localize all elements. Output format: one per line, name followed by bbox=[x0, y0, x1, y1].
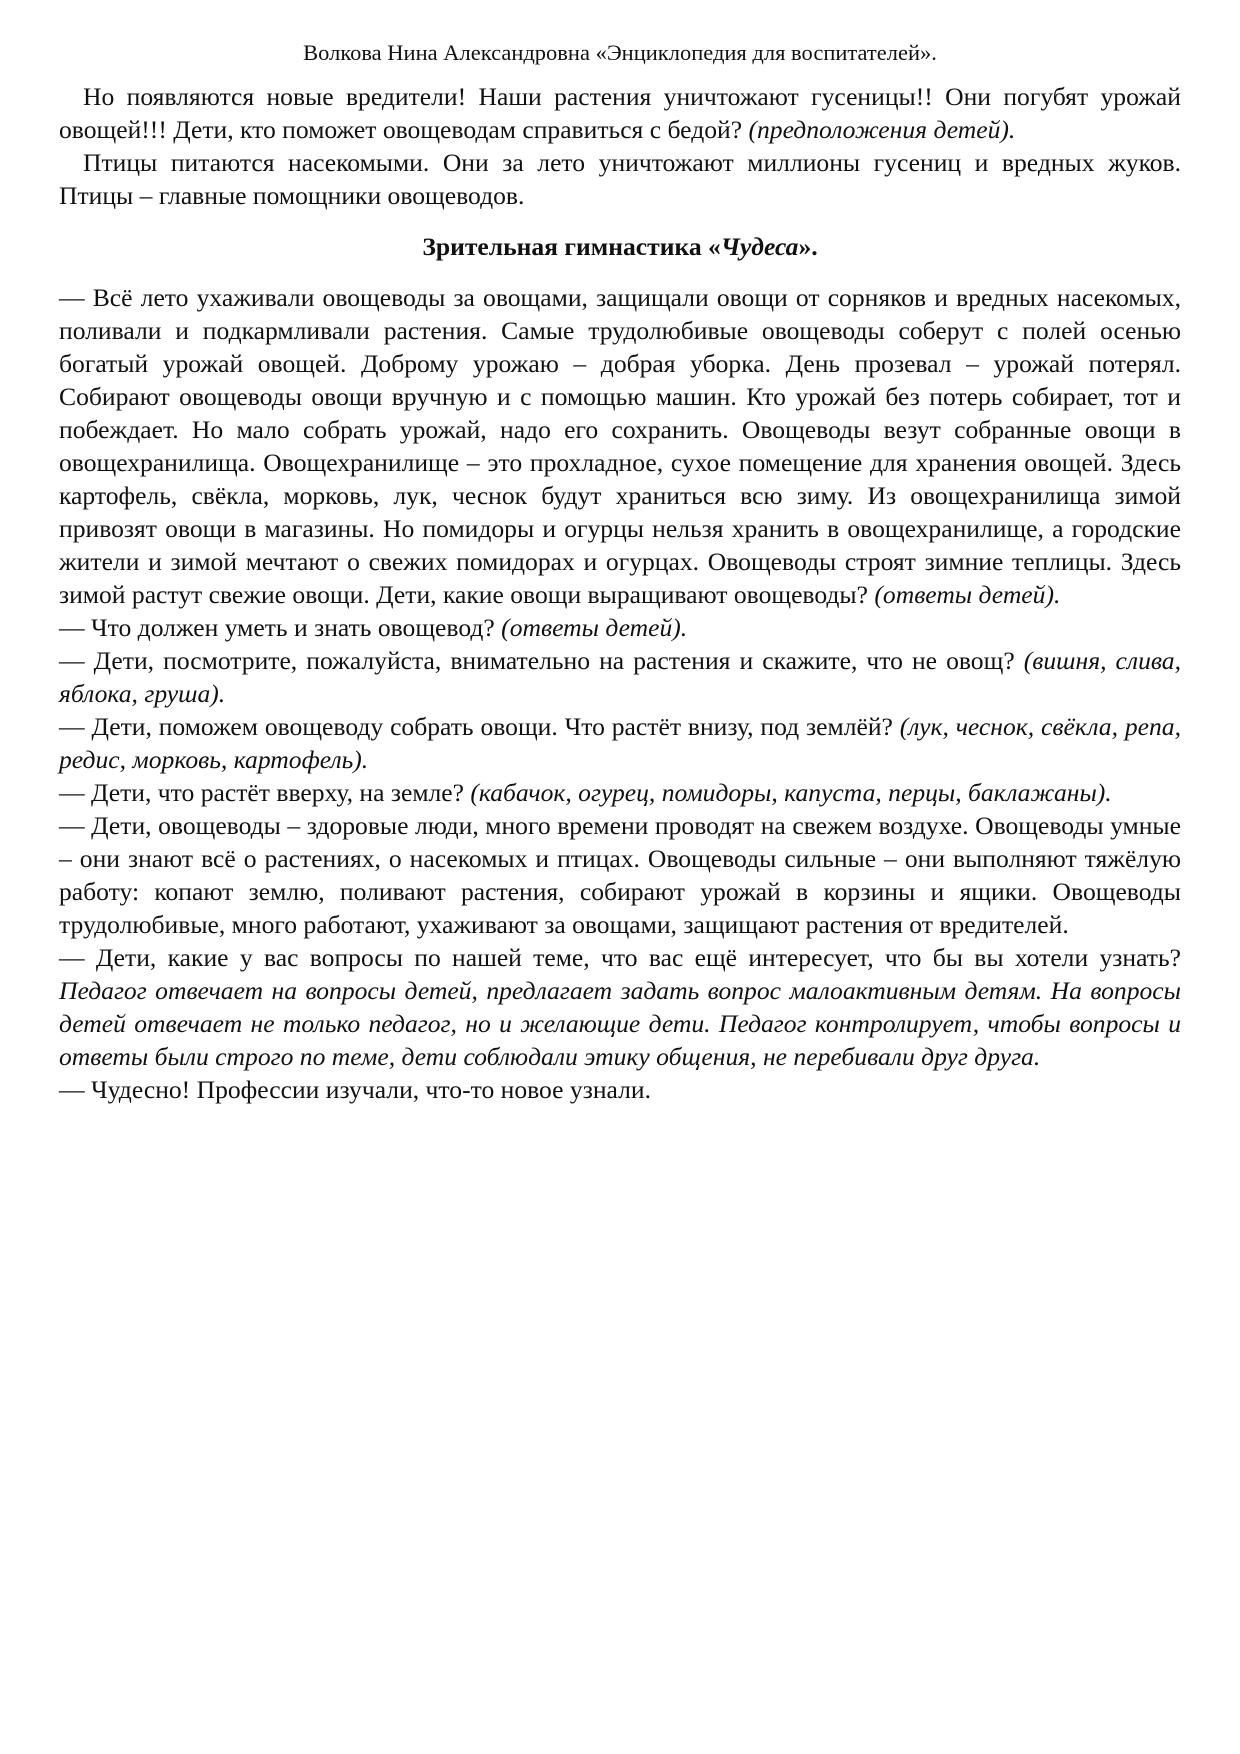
running-header: Волкова Нина Александровна «Энциклопедия для воспитателей». bbox=[303, 40, 937, 65]
dialogue-paragraph-4 bbox=[59, 710, 1181, 776]
dialogue-paragraph-5 bbox=[59, 776, 1181, 809]
paragraph-italic-note: Педагог отвечает на вопросы детей, предлагает задать вопрос малоактивным детям. На вопросы детей отвечает не только педагог, но и желающие дети. Педагог контролирует, чтобы вопросы и ответы были строго по теме, дети соблюдали этику общения, не перебивали друг друга. bbox=[59, 976, 1181, 1071]
intro-paragraph-1 bbox=[59, 80, 1181, 146]
paragraph-text: — Дети, какие у вас вопросы по нашей теме, что вас ещё интересует, что бы вы хотели узнать? bbox=[59, 943, 1181, 972]
section-title-bold: Зрительная гимнастика « bbox=[422, 232, 721, 261]
dialogue-paragraph-7 bbox=[59, 941, 1181, 1073]
section-title-italic: Чудеса bbox=[720, 232, 799, 261]
section-title-end: ». bbox=[798, 232, 818, 261]
paragraph-text: — Всё лето ухаживали овощеводы за овощами, защищали овощи от сорняков и вредных насекомых, поливали и подкармливали растения. Самые трудолюбивые овощеводы соберут с полей осенью богатый урожай овощей. Доброму урожаю – добрая уборка. День прозевал – урожай потерял. Собирают овощеводы овощи вручную и с помощью машин. Кто урожай без потерь собирает, тот и побеждает. Но мало собрать урожай, надо его сохранить. Овощеводы везут собранные овощи в овощехранилища. Овощехранилище – это прохладное, сухое помещение для хранения овощей. Здесь картофель, свёкла, морковь, лук, чеснок будут храниться всю зиму. Из овощехранилища зимой привозят овощи в магазины. Но помидоры и огурцы нельзя хранить в овощехранилище, а городские жители и зимой мечтают о свежих помидорах и огурцах. Овощеводы строят зимние теплицы. Здесь зимой растут свежие овощи. Дети, какие овощи выращивают овощеводы? bbox=[59, 283, 1181, 609]
paragraph-italic-note: (лук, чеснок, свёкла, репа, редис, морковь, картофель). bbox=[59, 712, 1182, 774]
paragraph-text: — Дети, что растёт вверху, на земле? bbox=[59, 778, 471, 807]
document-body bbox=[59, 80, 1181, 1106]
paragraph-text: Но появляются новые вредители! Наши растения уничтожают гусеницы!! Они погубят урожай овощей!!! Дети, кто поможет овощеводам справиться с бедой? bbox=[59, 82, 1181, 144]
section-title bbox=[59, 230, 1181, 263]
paragraph-italic-note: (кабачок, огурец, помидоры, капуста, перцы, баклажаны). bbox=[470, 778, 1112, 807]
dialogue-paragraph-1 bbox=[59, 281, 1181, 611]
dialogue-paragraph-6 bbox=[59, 809, 1181, 941]
dialogue-paragraph-2 bbox=[59, 611, 1181, 644]
paragraph-text: — Дети, овощеводы – здоровые люди, много времени проводят на свежем воздухе. Овощеводы умные – они знают всё о растениях, о насекомых и птицах. Овощеводы сильные – они выполняют тяжёлую работу: копают землю, поливают растения, собирают урожай в корзины и ящики. Овощеводы трудолюбивые, много работают, ухаживают за овощами, защищают растения от вредителей. bbox=[59, 811, 1181, 939]
paragraph-text: Птицы питаются насекомыми. Они за лето уничтожают миллионы гусениц и вредных жуков. Птицы – главные помощники овощеводов. bbox=[59, 148, 1181, 210]
dialogue-paragraph-3 bbox=[59, 644, 1181, 710]
document-page bbox=[59, 38, 1181, 1106]
intro-paragraph-2 bbox=[59, 146, 1181, 212]
paragraph-text: — Что должен уметь и знать овощевод? bbox=[59, 613, 502, 642]
dialogue-paragraph-8 bbox=[59, 1073, 1181, 1106]
paragraph-italic-note: (вишня, слива, яблока, груша). bbox=[59, 646, 1182, 708]
paragraph-text: — Чудесно! Профессии изучали, что-то новое узнали. bbox=[59, 1075, 651, 1104]
paragraph-text: — Дети, поможем овощеводу собрать овощи. Что растёт внизу, под землёй? bbox=[59, 712, 900, 741]
paragraph-italic-note: (ответы детей). bbox=[874, 580, 1061, 609]
paragraph-italic-note: (ответы детей). bbox=[501, 613, 688, 642]
paragraph-italic-note: (предположения детей). bbox=[748, 115, 1016, 144]
paragraph-text: — Дети, посмотрите, пожалуйста, внимательно на растения и скажите, что не овощ? bbox=[59, 646, 1024, 675]
